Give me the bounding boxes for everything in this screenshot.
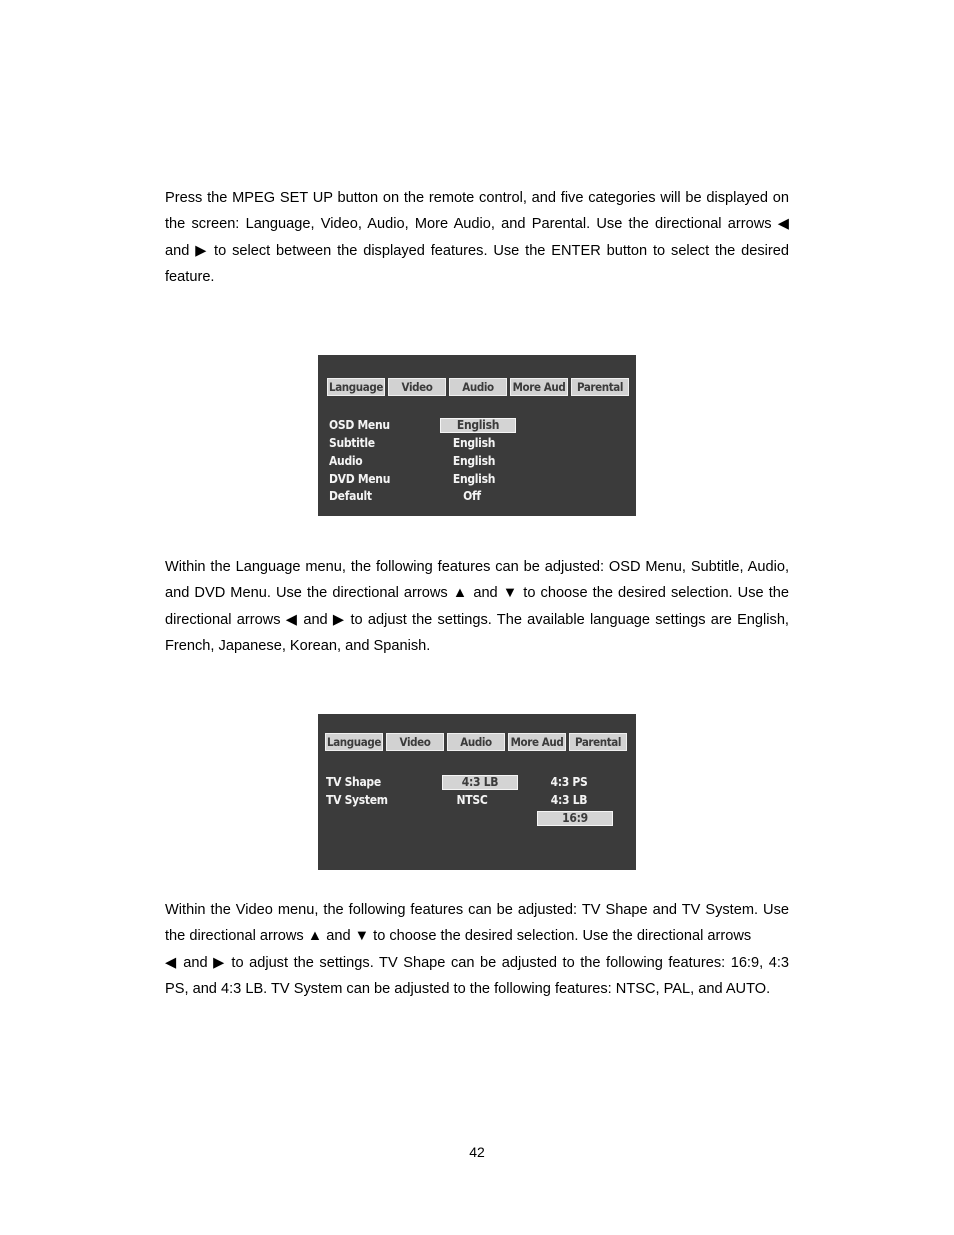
osd-menu-value: English <box>440 418 516 433</box>
dvd-menu-value: English <box>452 472 496 486</box>
tab-audio: Audio <box>447 733 505 751</box>
option-16-9: 16:9 <box>537 811 613 826</box>
video-line-2: the directional arrows ▲ and ▼ to choose the desired selection. Use the directional arrows <box>165 928 752 945</box>
tab-parental: Parental <box>571 378 629 396</box>
tab-more-audio: More Aud <box>508 733 566 751</box>
option-4-3-ps: 4:3 PS <box>550 775 588 789</box>
tv-system-label: TV System <box>326 793 388 807</box>
intro-line-3: and ▶ to select between the displayed features. Use the ENTER button to select the desired <box>165 242 789 259</box>
dvd-menu-label: DVD Menu <box>329 472 391 486</box>
intro-line-2: the screen: Language, Video, Audio, More Audio, and Parental. Use the directional arrows ◀ <box>165 216 789 233</box>
language-paragraph <box>165 554 789 660</box>
video-line-1: Within the Video menu, the following features can be adjusted: TV Shape and TV System. Use <box>165 902 789 918</box>
language-menu-screenshot <box>318 355 636 516</box>
default-value: Off <box>463 489 481 503</box>
osd-menu-label: OSD Menu <box>329 418 390 432</box>
intro-line-4: feature. <box>165 269 215 286</box>
tab-language: Language <box>325 733 383 751</box>
language-line-2: and DVD Menu. Use the directional arrows ▲ and ▼ to choose the desired selection. Use the <box>165 585 789 602</box>
audio-label: Audio <box>329 454 363 468</box>
tab-more-audio: More Aud <box>510 378 568 396</box>
video-paragraph <box>165 897 789 1003</box>
audio-value: English <box>452 454 496 468</box>
default-label: Default <box>329 489 372 503</box>
tv-shape-label: TV Shape <box>326 775 381 789</box>
video-line-4: PS, and 4:3 LB. TV System can be adjusted to the following features: NTSC, PAL, and AUTO. <box>165 981 771 998</box>
language-line-3: directional arrows ◀ and ▶ to adjust the settings. The available language settings are English, <box>165 611 789 628</box>
tab-language: Language <box>327 378 385 396</box>
intro-paragraph <box>165 185 789 291</box>
tv-system-value: NTSC <box>456 793 488 807</box>
language-line-1: Within the Language menu, the following features can be adjusted: OSD Menu, Subtitle, Audio, <box>165 559 789 575</box>
tab-parental: Parental <box>569 733 627 751</box>
page-number: 42 <box>469 1144 485 1160</box>
option-4-3-lb: 4:3 LB <box>550 793 588 807</box>
subtitle-label: Subtitle <box>329 436 375 450</box>
intro-line-1: Press the MPEG SET UP button on the remote control, and five categories will be displayed on <box>165 190 789 206</box>
tab-audio: Audio <box>449 378 507 396</box>
tv-shape-value: 4:3 LB <box>442 775 518 790</box>
subtitle-value: English <box>452 436 496 450</box>
video-line-3: ◀ and ▶ to adjust the settings. TV Shape can be adjusted to the following features: 16:9, 4:3 <box>165 954 789 971</box>
menu-tab-bar <box>325 733 627 751</box>
video-menu-screenshot <box>318 714 636 870</box>
tab-video: Video <box>388 378 446 396</box>
language-line-4: French, Japanese, Korean, and Spanish. <box>165 638 431 655</box>
tab-video: Video <box>386 733 444 751</box>
menu-tab-bar <box>327 378 629 396</box>
